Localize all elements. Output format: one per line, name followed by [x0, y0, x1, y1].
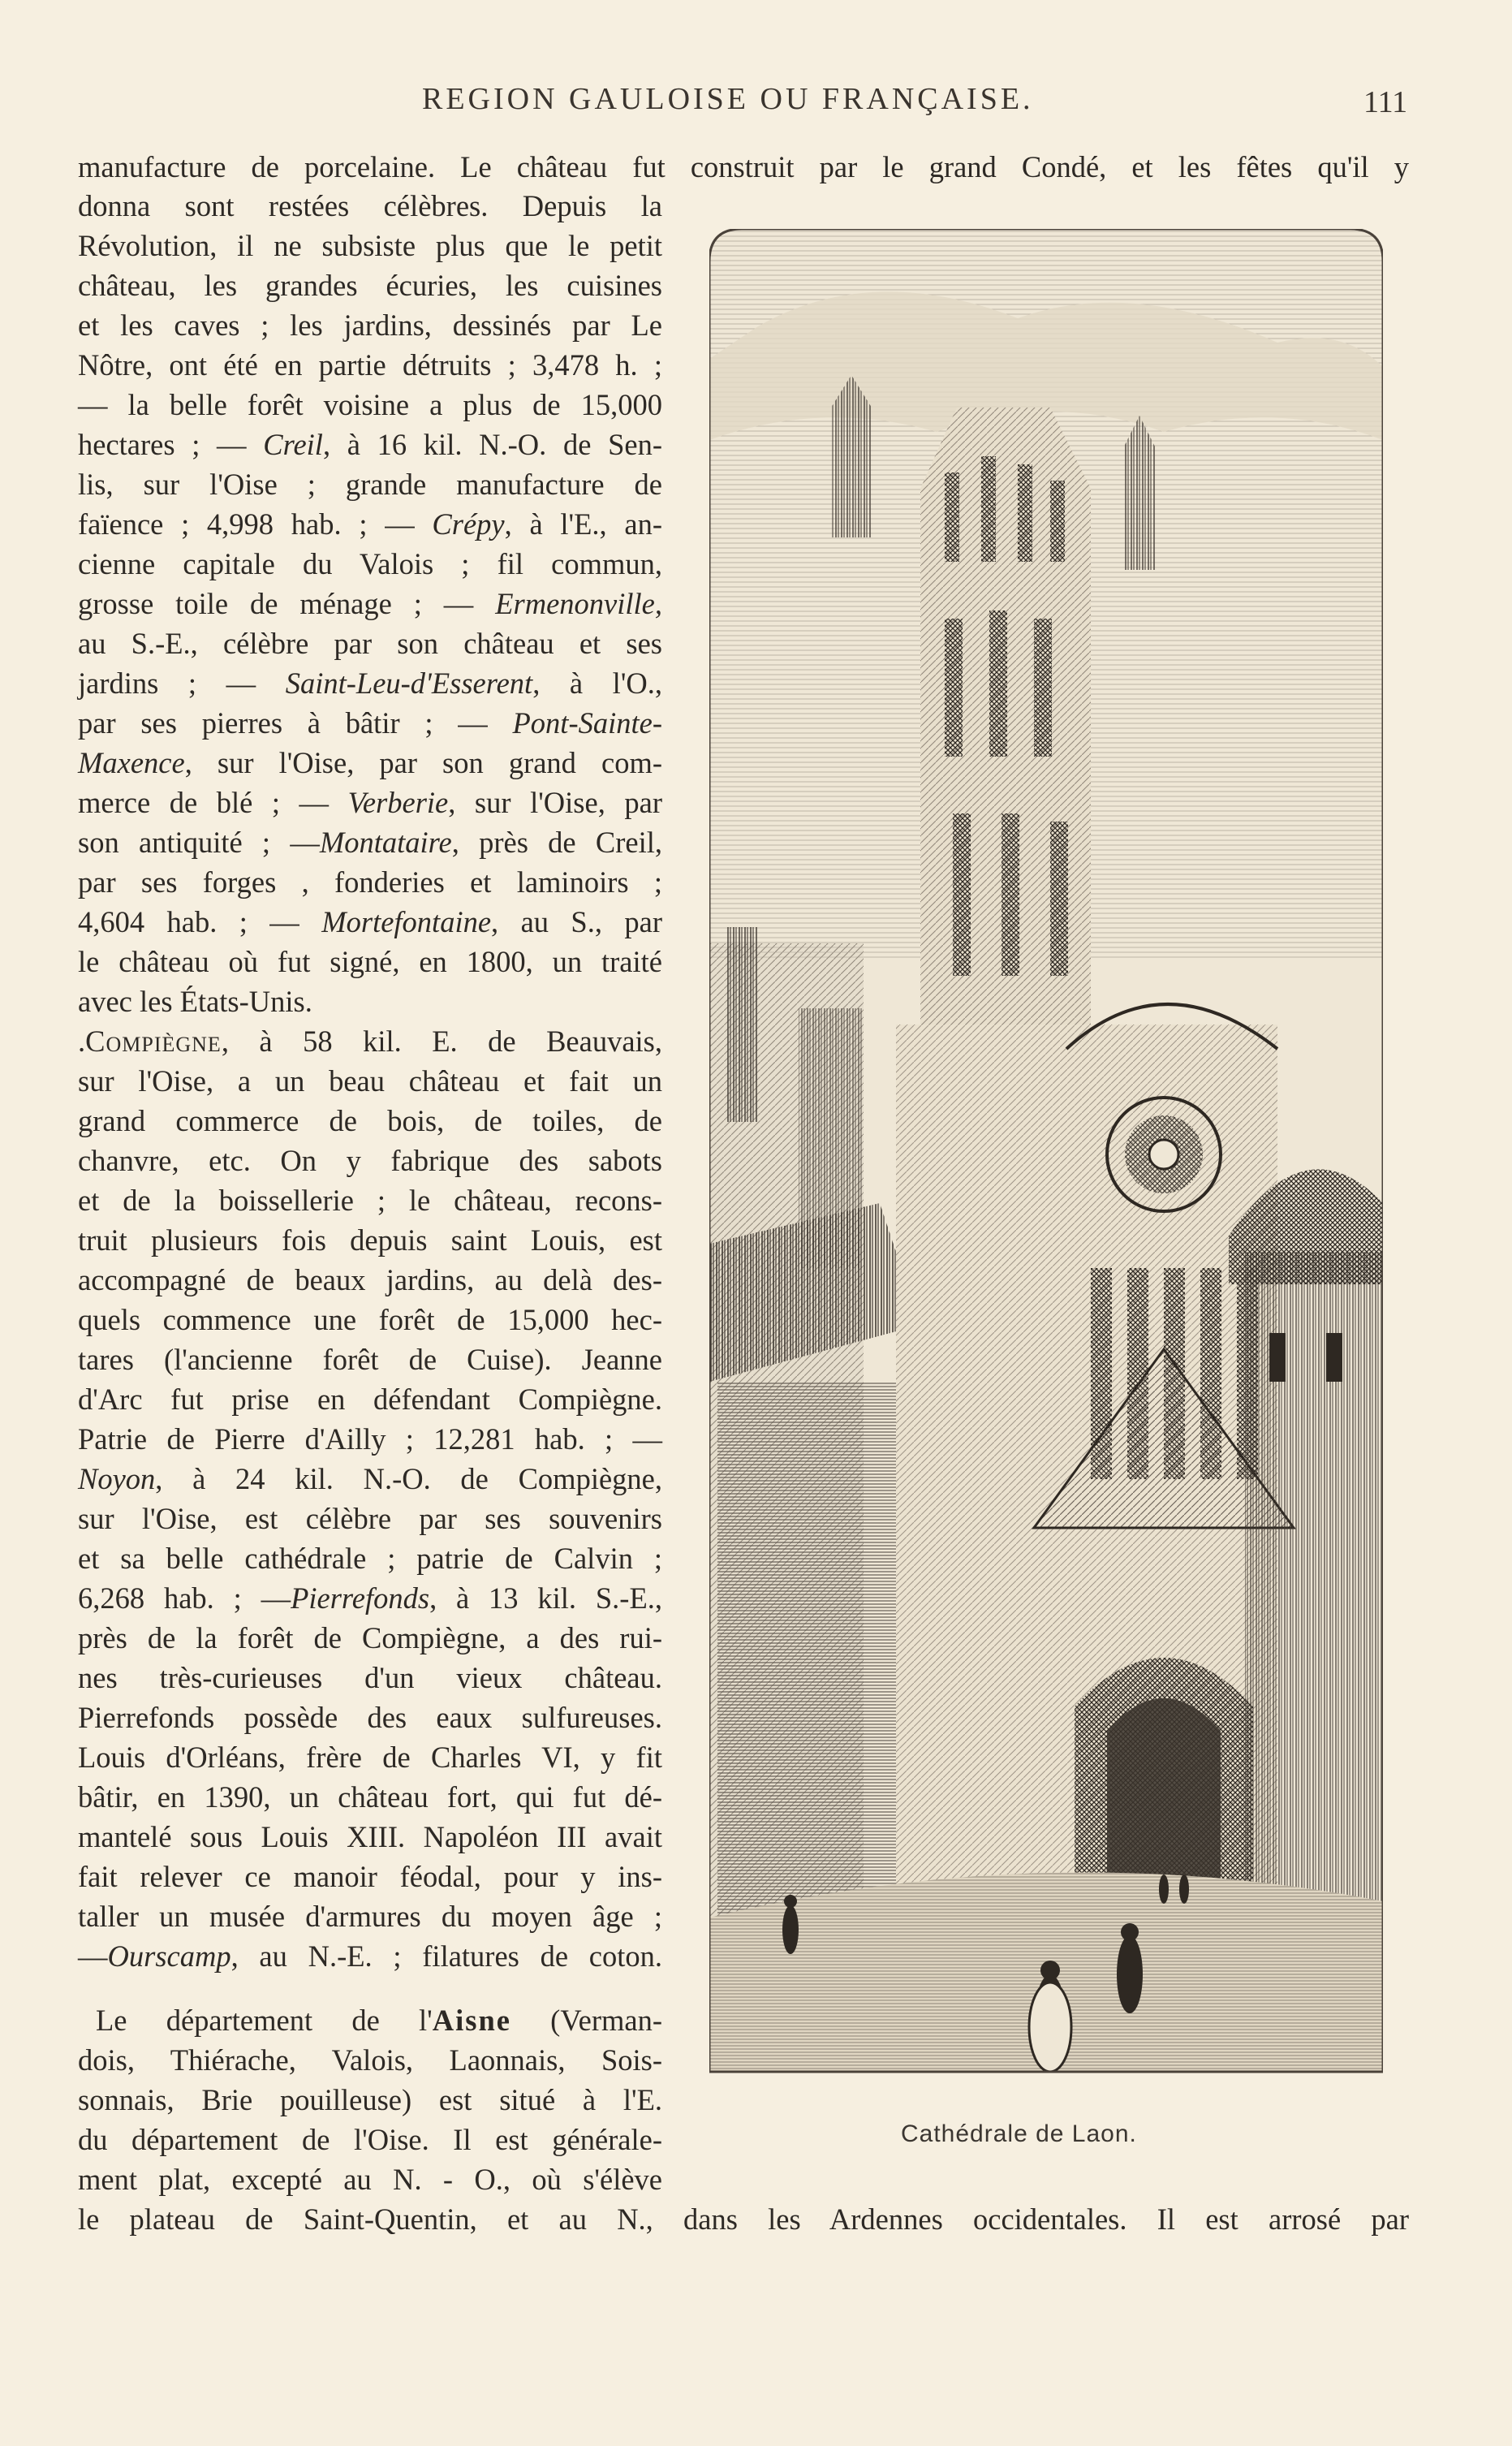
text-line: le château où fut signé, en 1800, un traité — [78, 945, 662, 978]
place-name: Ourscamp — [107, 1939, 231, 1973]
text-line: mantelé sous Louis XIII. Napoléon III avait — [78, 1820, 662, 1853]
place-name: Verberie — [347, 786, 449, 819]
text-run: (Verman- — [510, 2004, 662, 2037]
text-line: manufacture de porcelaine. Le château fut construit par le grand Condé, et les fêtes qu'il y — [78, 150, 1409, 183]
text-line: d'Arc fut prise en défendant Compiègne. — [78, 1383, 662, 1416]
cathedral-engraving — [709, 229, 1383, 2104]
text-line: chanvre, etc. On y fabrique des sabots — [78, 1144, 662, 1177]
text-line: Révolution, il ne subsiste plus que le petit — [78, 229, 662, 262]
text-line: sonnais, Brie pouilleuse) est situé à l'E. — [78, 2083, 662, 2116]
text-run: — — [78, 1939, 108, 1973]
place-name: Maxence — [78, 746, 185, 779]
page-number: 111 — [1363, 85, 1408, 119]
running-header: REGION GAULOISE OU FRANÇAISE. — [422, 82, 1034, 116]
text-line — [78, 903, 662, 942]
text-run: , au S., par — [491, 905, 662, 938]
text-line: ment plat, excepté au N. - O., où s'élève — [78, 2163, 662, 2196]
text-line — [78, 664, 662, 703]
place-name: Noyon — [78, 1462, 156, 1495]
place-name: Creil — [263, 428, 323, 461]
text-line: fait relever ce manoir féodal, pour y ins- — [78, 1860, 662, 1893]
text-run: grosse toile de ménage ; — — [78, 587, 496, 620]
text-run: jardins ; — — [78, 667, 286, 700]
text-line: Nôtre, ont été en partie détruits ; 3,478 h. ; — [78, 348, 662, 382]
text-run: , sur l'Oise, par — [448, 786, 662, 819]
text-run: . — [78, 1025, 86, 1058]
text-line: sur l'Oise, a un beau château et fait un — [78, 1064, 662, 1098]
text-line: du département de l'Oise. Il est générale- — [78, 2123, 662, 2156]
text-line — [78, 783, 662, 822]
text-line: quels commence une forêt de 15,000 hec- — [78, 1303, 662, 1336]
text-line: Pierrefonds possède des eaux sulfureuses. — [78, 1701, 662, 1734]
text-line — [78, 1937, 662, 1976]
text-line: donna sont restées célèbres. Depuis la — [78, 189, 662, 222]
text-line: sur l'Oise, est célèbre par ses souvenirs — [78, 1502, 662, 1535]
text-line: Louis d'Orléans, frère de Charles VI, y fit — [78, 1741, 662, 1774]
text-run: , à 16 kil. N.-O. de Sen- — [322, 428, 662, 461]
text-run: , à 24 kil. N.-O. de Compiègne, — [155, 1462, 662, 1495]
text-line — [78, 744, 662, 783]
text-run: , à 58 kil. E. de Beauvais, — [221, 1025, 662, 1058]
department-name: Aisne — [432, 2004, 511, 2037]
text-line — [78, 704, 662, 743]
text-line: par ses forges , fonderies et laminoirs ; — [78, 865, 662, 899]
text-run: hectares ; — — [78, 428, 264, 461]
text-run: Le département de l' — [96, 2004, 433, 2037]
text-line: le plateau de Saint-Quentin, et au N., dans les Ardennes occidentales. Il est arrosé par — [78, 2202, 1409, 2236]
text-line — [78, 425, 662, 464]
text-line: au S.-E., célèbre par son château et ses — [78, 627, 662, 660]
text-run: faïence ; 4,998 hab. ; — — [78, 507, 433, 541]
place-name: Pierrefonds — [291, 1581, 430, 1615]
text-line: grand commerce de bois, de toiles, de — [78, 1104, 662, 1137]
text-run: par ses pierres à bâtir ; — — [78, 706, 513, 740]
text-line — [96, 2001, 662, 2040]
text-line: avec les États-Unis. — [78, 985, 312, 1018]
text-run: 4,604 hab. ; — — [78, 905, 322, 938]
text-line: accompagné de beaux jardins, au delà des- — [78, 1263, 662, 1296]
place-name: Compiègne — [85, 1025, 222, 1058]
place-name: Saint-Leu-d'Esserent — [285, 667, 533, 700]
text-line: Patrie de Pierre d'Ailly ; 12,281 hab. ; — — [78, 1422, 662, 1456]
text-line — [78, 585, 662, 623]
text-line: truit plusieurs fois depuis saint Louis, est — [78, 1223, 662, 1257]
text-line — [78, 823, 662, 862]
text-line — [78, 1022, 662, 1061]
place-name: Pont-Sainte- — [512, 706, 662, 740]
text-run: , au N.-E. ; filatures de coton. — [230, 1939, 662, 1973]
text-line: dois, Thiérache, Valois, Laonnais, Sois- — [78, 2043, 662, 2077]
place-name: Ermenonville, — [495, 587, 662, 620]
text-run: , à l'O., — [532, 667, 662, 700]
text-line — [78, 505, 662, 544]
text-line — [78, 1460, 662, 1499]
text-line: et les caves ; les jardins, dessinés par Le — [78, 308, 662, 342]
text-run: 6,268 hab. ; — — [78, 1581, 291, 1615]
text-line — [78, 1579, 662, 1618]
place-name: Montataire — [319, 826, 452, 859]
figure-caption: Cathédrale de Laon. — [901, 2120, 1137, 2147]
text-run: son antiquité ; — — [78, 826, 320, 859]
text-line: château, les grandes écuries, les cuisines — [78, 269, 662, 302]
text-line: près de la forêt de Compiègne, a des rui- — [78, 1621, 662, 1654]
text-line: et sa belle cathédrale ; patrie de Calvin ; — [78, 1542, 662, 1575]
text-run: , à l'E., an- — [504, 507, 662, 541]
text-run: , sur l'Oise, par son grand com- — [184, 746, 662, 779]
text-line: taller un musée d'armures du moyen âge ; — [78, 1900, 662, 1933]
place-name: Crépy — [432, 507, 505, 541]
text-run: , près de Creil, — [451, 826, 662, 859]
text-line: bâtir, en 1390, un château fort, qui fut dé- — [78, 1780, 662, 1814]
text-run: , à 13 kil. S.-E., — [429, 1581, 662, 1615]
place-name: Mortefontaine — [321, 905, 492, 938]
text-line: tares (l'ancienne forêt de Cuise). Jeanne — [78, 1343, 662, 1376]
text-line: lis, sur l'Oise ; grande manufacture de — [78, 468, 662, 501]
text-run: merce de blé ; — — [78, 786, 348, 819]
text-line: cienne capitale du Valois ; fil commun, — [78, 547, 662, 580]
text-line: nes très-curieuses d'un vieux château. — [78, 1661, 662, 1694]
text-line: et de la boissellerie ; le château, recons- — [78, 1184, 662, 1217]
text-line: — la belle forêt voisine a plus de 15,000 — [78, 388, 662, 421]
